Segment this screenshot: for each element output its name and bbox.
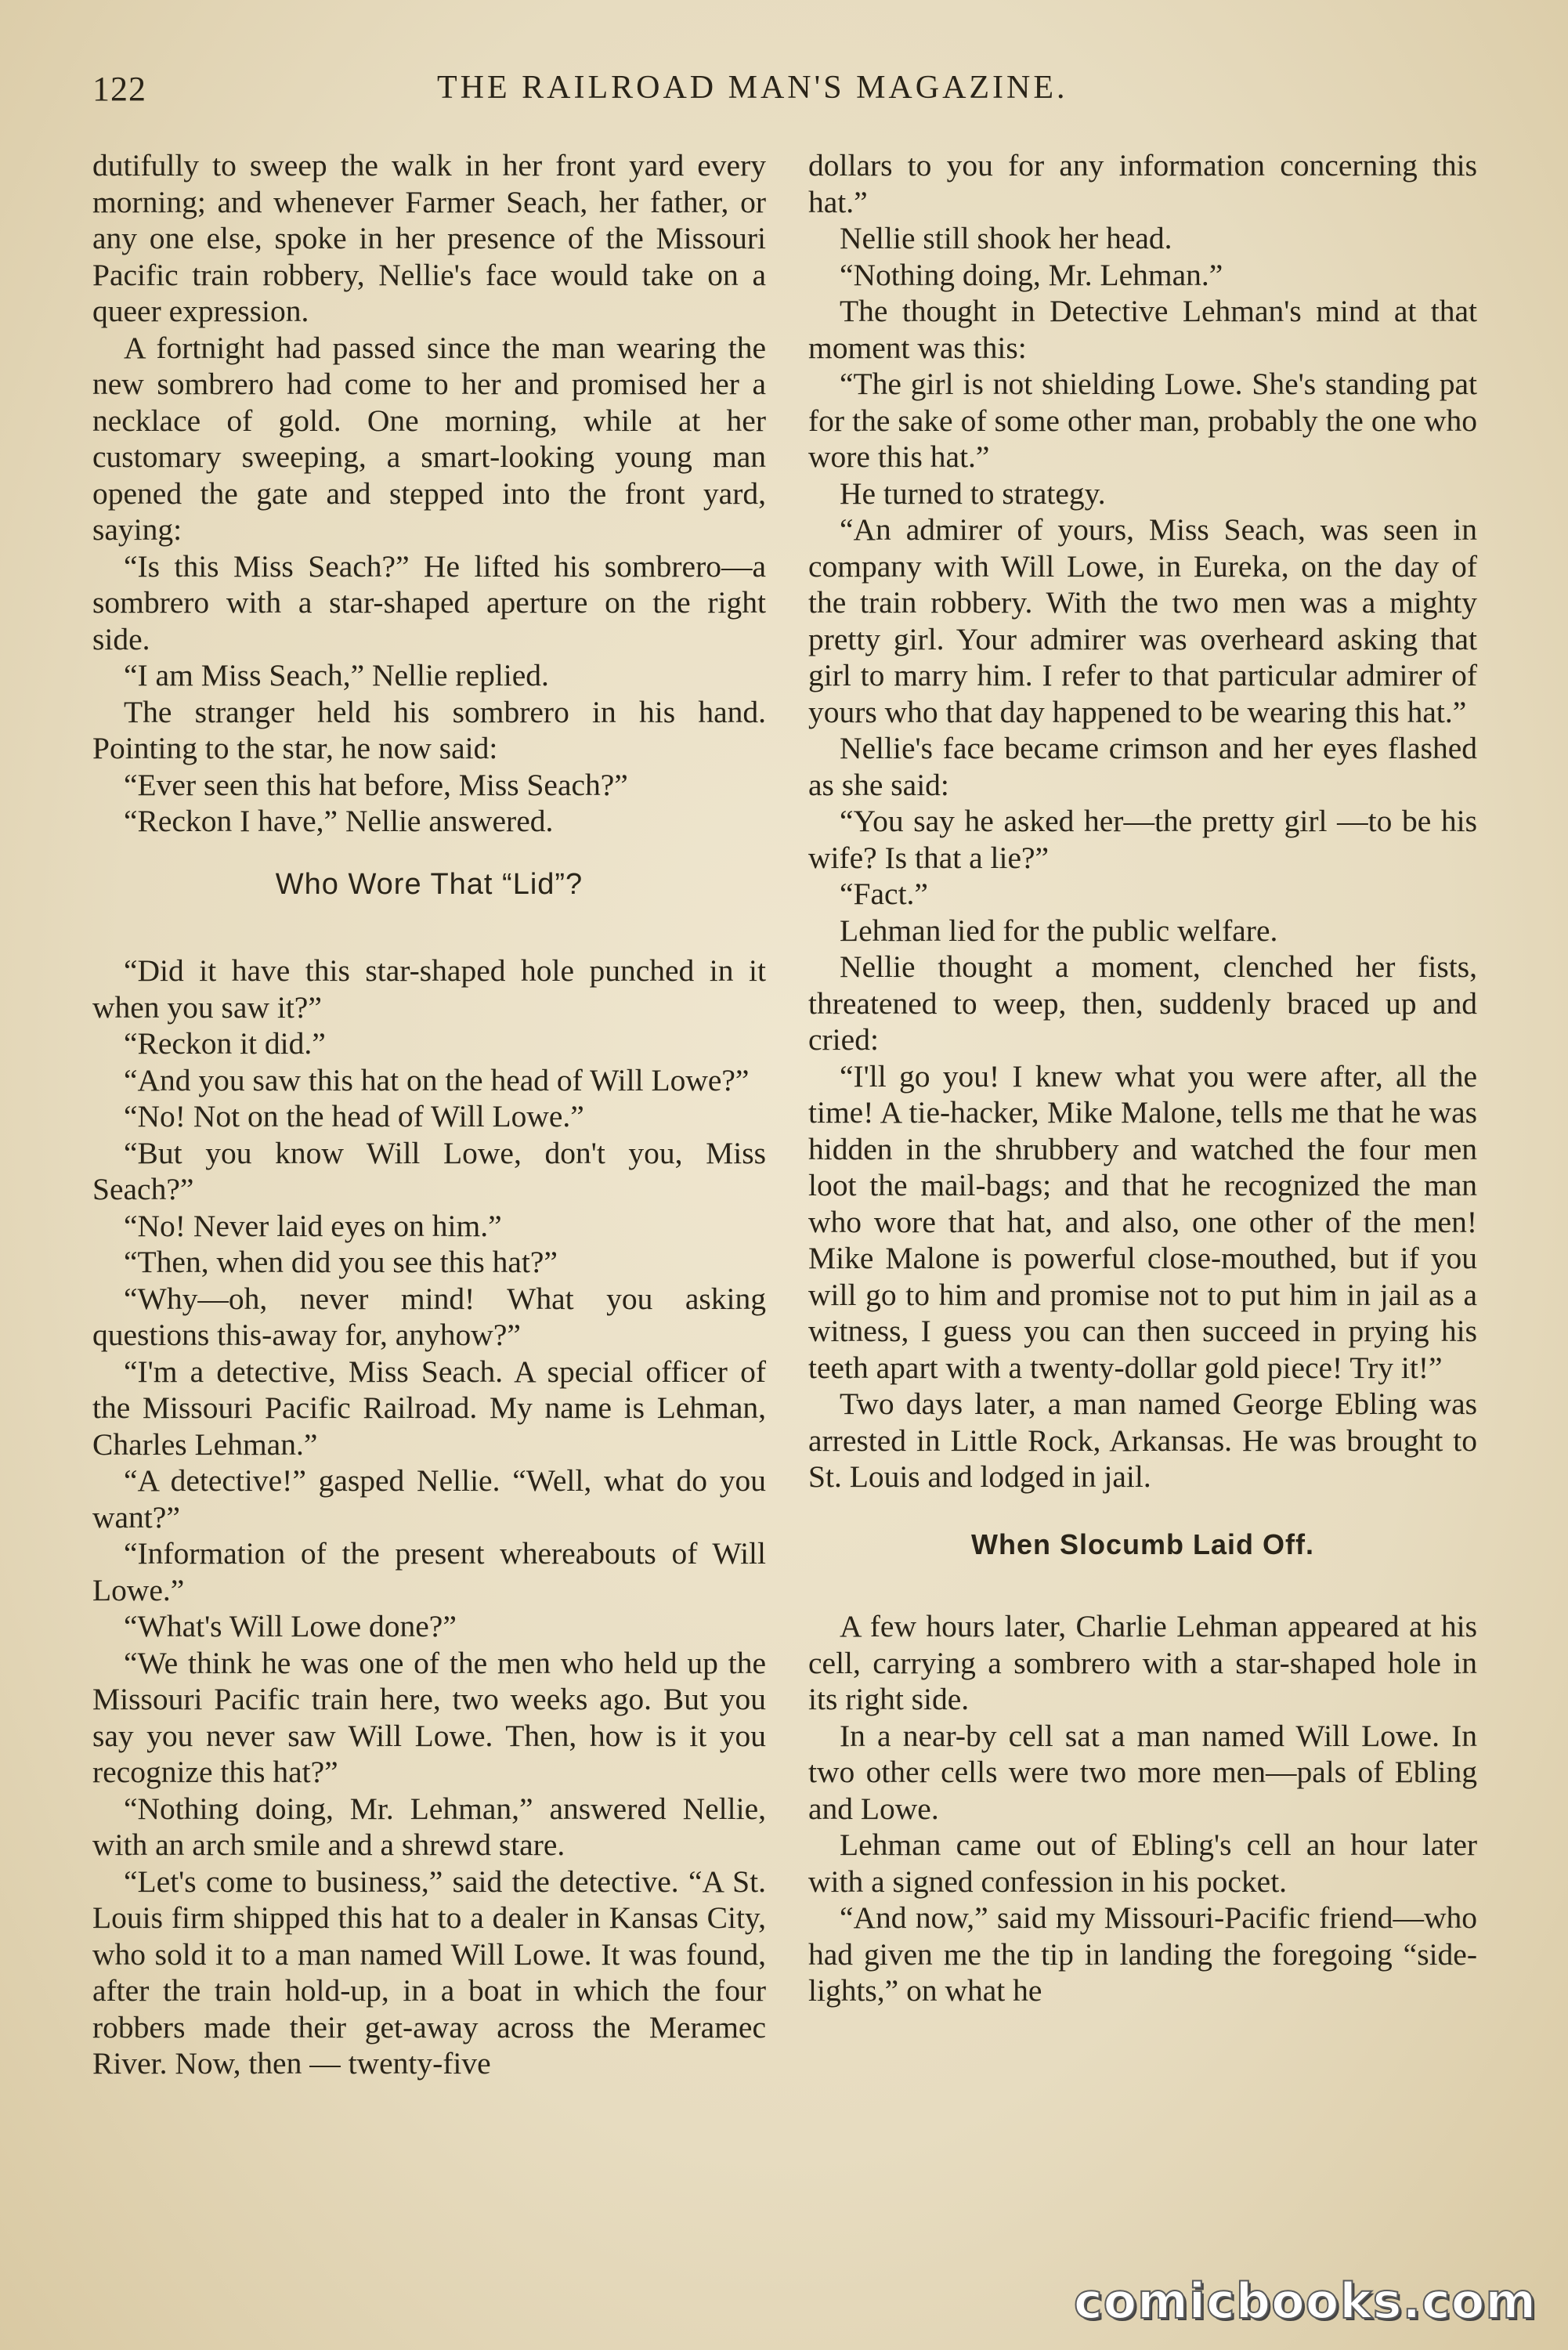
paragraph: “Information of the present whereabouts of Will Lowe.”	[92, 1536, 766, 1607]
section-heading-when-slocumb-laid-off: When Slocumb Laid Off.	[971, 1528, 1314, 1560]
paragraph: “I'm a detective, Miss Seach. A special officer of the Missouri Pacific Railroad. My name is Lehman, Charles Lehman.”	[92, 1354, 766, 1462]
paragraph: “Ever seen this hat before, Miss Seach?”	[124, 767, 628, 802]
paragraph: In a near-by cell sat a man named Will Lowe. In two other cells were two more men—pals of Ebling and Lowe.	[808, 1718, 1477, 1826]
paragraph: Nellie's face became crimson and her eyes flashed as she said:	[808, 731, 1477, 802]
paragraph: Lehman lied for the public welfare.	[840, 913, 1278, 948]
right-paragraphs-top	[808, 220, 1477, 1495]
left-paragraphs-top	[92, 147, 766, 840]
left-column	[92, 147, 766, 2082]
paragraph: “You say he asked her—the pretty girl —to be his wife? Is that a lie?”	[808, 804, 1477, 875]
section-heading-who-wore-that-lid: Who Wore That “Lid”?	[275, 867, 583, 901]
paragraph: “The girl is not shielding Lowe. She's standing pat for the sake of some other man, probably the one who wore this hat.”	[808, 367, 1477, 474]
paragraph: “I am Miss Seach,” Nellie replied.	[124, 658, 549, 692]
paragraph: “We think he was one of the men who held up the Missouri Pacific train here, two weeks ago. But you say you never saw Will Lowe. Then, how is it you recognize this hat?”	[92, 1645, 766, 1789]
paragraph: “No! Never laid eyes on him.”	[124, 1208, 502, 1243]
page-number: 122	[92, 70, 146, 108]
site-watermark: comicbooks.com	[1073, 2272, 1537, 2330]
paragraph: “But you know Will Lowe, don't you, Miss Seach?”	[92, 1135, 766, 1206]
paragraph: “Is this Miss Seach?” He lifted his sombrero—a sombrero with a star-shaped aperture on the right side.	[92, 548, 766, 656]
paragraph: The stranger held his sombrero in his hand. Pointing to the star, he now said:	[92, 694, 766, 765]
paragraph: “Reckon it did.”	[124, 1026, 326, 1061]
paragraph: Nellie still shook her head.	[840, 221, 1172, 255]
paragraph: “And now,” said my Missouri-Pacific friend—who had given me the tip in landing the foregoing “side-lights,” on what he	[808, 1900, 1477, 2008]
paragraph: “An admirer of yours, Miss Seach, was seen in company with Will Lowe, in Eureka, on the day of the train robbery. With the two men was a mighty pretty girl. Your admirer was overheard asking that girl to marry him. I refer to that particular admirer of yours who that day happened to be wearing this hat.”	[808, 512, 1477, 729]
paragraph: Nellie thought a moment, clenched her fists, threatened to weep, then, suddenly braced up and cried:	[808, 949, 1477, 1057]
paragraph: “A detective!” gasped Nellie. “Well, what do you want?”	[92, 1463, 766, 1535]
paragraph: “Let's come to business,” said the detective. “A St. Louis firm shipped this hat to a dealer in Kansas City, who sold it to a man named Will Lowe. It was found, after the train hold-up, in a boat in which the four robbers made their get-away across the Meramec River. Now, then — twenty-five	[92, 1864, 766, 2081]
page-header	[92, 69, 1476, 124]
paragraph: Two days later, a man named George Ebling was arrested in Little Rock, Arkansas. He was brought to St. Louis and lodged in jail.	[808, 1386, 1477, 1494]
paragraph: “I'll go you! I knew what you were after, all the time! A tie-hacker, Mike Malone, tells me that he was hidden in the shrubbery and watched the four men loot the mail-bags; and that he recognized the man who wore that hat, and also, one other of the men! Mike Malone is powerful close-mouthed, but if you will go to him and promise not to put him in jail as a witness, I guess you can then succeed in prying his teeth apart with a twenty-dollar gold piece! Try it!”	[808, 1058, 1477, 1385]
paragraph: He turned to strategy.	[840, 475, 1106, 511]
paragraph: “Reckon I have,” Nellie answered.	[124, 804, 554, 838]
paragraph: “Did it have this star-shaped hole punched in it when you saw it?”	[92, 953, 766, 1025]
right-paragraphs-bottom	[808, 1608, 1477, 2009]
paragraph: Lehman came out of Ebling's cell an hour later with a signed confession in his pocket.	[808, 1828, 1477, 1899]
paragraph: “What's Will Lowe done?”	[124, 1609, 457, 1643]
paragraph: A few hours later, Charlie Lehman appeared at his cell, carrying a sombrero with a star-shaped hole in its right side.	[808, 1609, 1477, 1716]
paragraph: “Then, when did you see this hat?”	[124, 1245, 558, 1279]
paragraph: “And you saw this hat on the head of Will Lowe?”	[124, 1062, 750, 1097]
paragraph: “Nothing doing, Mr. Lehman,” answered Nellie, with an arch smile and a shrewd stare.	[92, 1791, 766, 1862]
paragraph: The thought in Detective Lehman's mind at that moment was this:	[808, 294, 1477, 365]
paragraph: “Fact.”	[840, 877, 928, 911]
paragraph: A fortnight had passed since the man wearing the new sombrero had come to her and promised her a necklace of gold. One morning, while at her customary sweeping, a smart-looking young man opened the gate and stepped into the front yard, saying:	[92, 330, 766, 547]
paragraph: “Why—oh, never mind! What you asking questions this-away for, anyhow?”	[92, 1281, 766, 1352]
right-column	[808, 147, 1477, 2009]
paragraph: “Nothing doing, Mr. Lehman.”	[840, 257, 1223, 292]
paragraph: “No! Not on the head of Will Lowe.”	[124, 1099, 584, 1133]
left-paragraphs-bottom	[92, 953, 766, 2082]
continuation-paragraph: dollars to you for any information concerning this hat.”	[808, 148, 1477, 219]
paragraph: dutifully to sweep the walk in her front yard every morning; and whenever Farmer Seach, her father, or any one else, spoke in her presence of the Missouri Pacific train robbery, Nellie's face would take on a queer expression.	[92, 148, 766, 328]
magazine-title: THE RAILROAD MAN'S MAGAZINE.	[437, 70, 1068, 106]
